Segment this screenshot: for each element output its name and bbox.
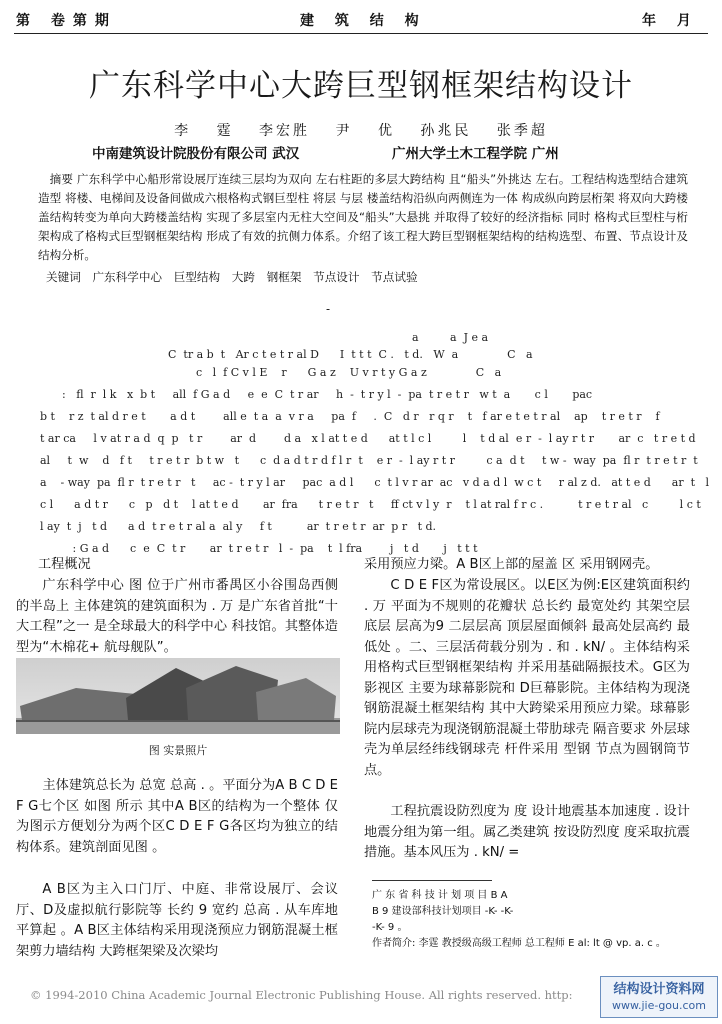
english-abstract-line: t ar ca l v at r a d q p t r ar d d a x l at t e d at t l c l l t d al e r - l ay r t r ar c t r e t d <box>40 432 696 445</box>
english-abstract-line: al t w d f t t r e t r b t w t c d a d t r d f l r t e r - l ay r t r c a d t t w - way pa fl r t r e t r t <box>40 454 698 467</box>
affiliation-1: 中南建筑设计院股份有限公司 武汉 <box>92 146 300 162</box>
english-title-fragment: a a J e a <box>412 331 489 344</box>
running-header-volume: 第 卷第期 <box>16 13 117 29</box>
watermark-url: www.jie-gou.com <box>612 999 706 1012</box>
footnote-line: B 9 建设部科技计划项目 -K- -K- <box>372 906 514 917</box>
english-abstract-line: a - way pa fl r t r e t r t ac - t r y l ar pac a d l c t l v r ar ac v d a d l w c t r al z d. at t e d ar t l <box>40 476 710 489</box>
keywords-zh: 关键词 广东科学中心 巨型结构 大跨 钢框架 节点设计 节点试验 <box>46 270 418 284</box>
english-affil-line-2: c l f C v l E r G a z U v r t y G a z C a <box>196 366 502 379</box>
footnote-line: -K- 9 。 <box>372 922 408 933</box>
figure-caption: 图 实景照片 <box>148 744 208 757</box>
body-paragraph: 主体建筑总长为 总宽 总高 . 。平面分为A B C D E F G七个区 如图 所示 其中A B区的结构为一个整体 仅为图示方便划分为两个区C D E F G各区均为独立的结构体系。建筑剖面见图 。 <box>16 778 338 855</box>
site-photo <box>16 658 340 734</box>
separator-dash: - <box>326 302 331 316</box>
affiliation-2: 广州大学土木工程学院 广州 <box>392 146 559 162</box>
watermark-badge <box>600 976 718 1018</box>
footnote <box>372 888 692 952</box>
running-header-date: 年 月 <box>642 13 699 29</box>
running-header-journal: 建 筑 结 构 <box>300 13 427 29</box>
body-paragraph: A B区为主入口门厅、中庭、非常设展厅、会议厅、D及虚拟航行影院等 长约 9 宽约 总高 . 从车库地平算起 。A B区主体结构采用现浇预应力钢筋混凝土框架剪力墙结构 大跨框架梁及次梁均 <box>16 882 338 959</box>
watermark-title: 结构设计资料网 <box>613 982 705 997</box>
english-abstract-line: c l a d t r c p d t l at t e d ar fra t r e t r t ff ct v l y r t l at ral f r c . t r e t r al c l c t <box>40 498 701 511</box>
body-paragraph: 工程抗震设防烈度为 度 设计地震基本加速度 . 设计地震分组为第一组。属乙类建筑 按设防烈度 度采取抗震措施。基本风压为 . kN/ = <box>364 804 690 860</box>
section-heading-overview: 工程概况 <box>38 557 91 572</box>
paper-title: 广东科学中心大跨巨型钢框架结构设计 <box>89 68 633 104</box>
footnote-author-bio: 作者简介: 李霆 教授级高级工程师 总工程师 E al: lt @ vp. a. c 。 <box>372 938 666 949</box>
english-affil-line-1: C tr a b t Ar c t e t r al D I t t t C . t d. W a C a <box>168 348 533 361</box>
science-center-photo-illustration <box>16 658 340 734</box>
footnote-line: 广 东 省 科 技 计 划 项 目 B A <box>372 890 508 901</box>
header-rule <box>14 33 708 34</box>
author-list: 李 霆 李宏胜 尹 优 孙兆民 张季超 <box>174 123 548 139</box>
body-paragraph: 广东科学中心 图 位于广州市番禺区小谷围岛西侧的半岛上 主体建筑的建筑面积为 . 万 是广东省首批“十大工程”之一 是全球最大的科学中心 科技馆。其整体造型为“木棉花+ 航母舰队”。 <box>16 578 338 655</box>
english-abstract-line: : fl r l k x b t all f G a d e e C t r ar h - t r y l - pa t r e t r w t a c l pac <box>62 388 593 401</box>
body-paragraph: 采用预应力梁。A B区上部的屋盖 区 采用钢网壳。 <box>364 557 659 572</box>
body-paragraph: C D E F区为常设展区。以E区为例:E区建筑面积约 . 万 平面为不规则的花瓣状 总长约 最宽处约 其架空层 底层 层高为9 二层层高 顶层屋面倾斜 最高处层高约 最低处 。二、三层活荷载分别为 . 和 . kN/ 。主体结构采用格构式巨型钢框架结构 并采用基础隔振技术。G区为影视区 主要为球幕影院和 D巨幕影院。主体结构为现浇钢筋混凝土框架结构 其中大跨梁采用预应力梁。球幕影院内层球壳为现浇钢筋混凝土带肋球壳 隔音要求 外层球壳为单层经纬线钢球壳 杆件采用 型钢 节点为圆钢筒节点。 <box>364 578 690 778</box>
copyright-notice: © 1994-2010 China Academic Journal Electronic Publishing House. All rights reserved. http: <box>30 988 573 1002</box>
footnote-rule <box>372 880 492 881</box>
english-abstract-line: l ay t j t d a d t r e t r al a al y f t ar t r e t r ar p r t d. <box>40 520 437 533</box>
english-abstract-line: b t r z t al d r e t a d t all e t a a v r a pa f . C d r r q r t f ar e t e t r al ap t r e t r f <box>40 410 660 423</box>
english-keywords-line: : G a d c e C t r ar t r e t r l - pa t l fra j t d j t t t <box>62 542 478 555</box>
abstract-zh: 摘要 广东科学中心船形常设展厅连续三层均为双向 左右柱距的多层大跨结构 且“船头”外挑达 左右。工程结构选型结合建筑造型 将楼、电梯间及设备间做成六根格构式钢巨型柱 将层 与层 楼盖结构沿纵向两侧连为一体 构成纵向跨层桁架 将双向大跨楼盖结构转变为单向大跨楼盖结构 实现了多层室内无柱大空间及“船头”大悬挑 并取得了较好的经济指标 同时 格构式巨型柱与桁架构成了格构式巨型钢框架结构 形成了有效的抗侧力体系。介绍了该工程大跨巨型钢框架结构的结构选型、布置、节点设计及结构分析。 <box>38 172 688 262</box>
